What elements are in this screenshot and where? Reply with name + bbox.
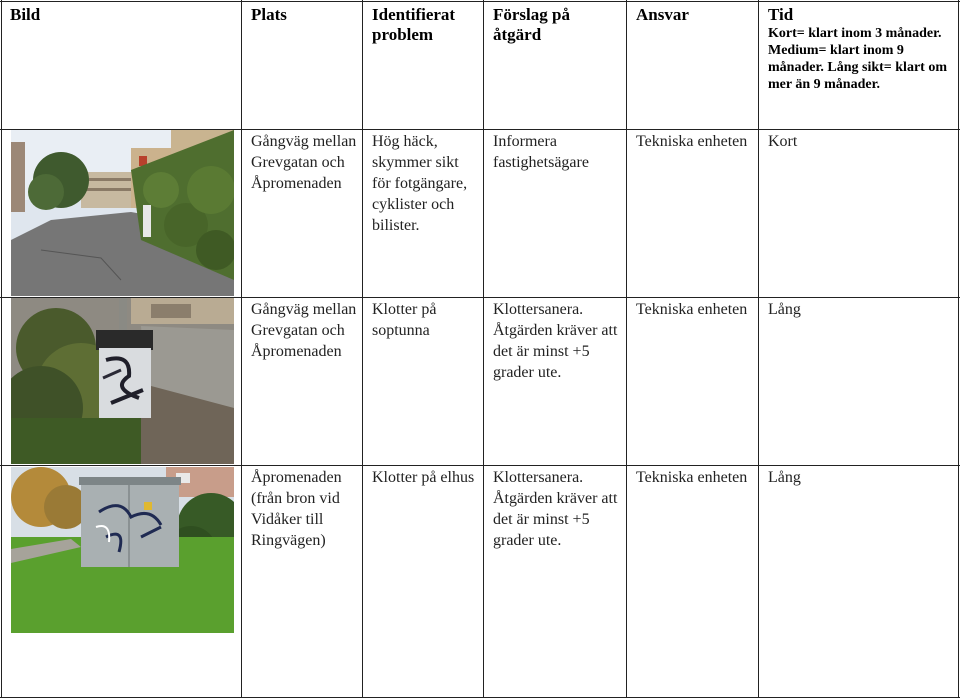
photo-graffiti-elhus — [11, 467, 234, 633]
photo-hedge-path — [11, 130, 234, 296]
header-tid: Tid — [768, 5, 794, 24]
row3-ansvar: Tekniska enheten — [636, 469, 748, 486]
row3-plats: Åpromenaden (från bron vid Vidåker till Ringvägen) — [251, 469, 342, 549]
header-tid-note: Kort= klart inom 3 månader. Medium= klart inom 9 månader. Lång sikt= klart om mer än 9 månader. — [768, 26, 947, 92]
row1-ansvar: Tekniska enheten — [636, 133, 748, 150]
header-forslag: Förslag på åtgärd — [493, 5, 570, 44]
row2-problem: Klotter på soptunna — [372, 301, 437, 339]
row1-problem: Hög häck, skymmer sikt för fotgängare, cyklister och bilister. — [372, 133, 468, 234]
row2-forslag: Klottersanera. Åtgärden kräver att det är minst +5 grader ute. — [493, 301, 618, 381]
row3-problem: Klotter på elhus — [372, 469, 475, 486]
row2-tid: Lång — [768, 301, 801, 318]
row2-plats: Gångväg mellan Grevgatan och Åpromenaden — [251, 301, 357, 360]
row3-forslag: Klottersanera. Åtgärden kräver att det är minst +5 grader ute. — [493, 469, 618, 549]
header-bild: Bild — [10, 5, 41, 24]
row1-tid: Kort — [768, 133, 798, 150]
row2-ansvar: Tekniska enheten — [636, 301, 748, 318]
row3-tid: Lång — [768, 469, 801, 486]
row1-plats: Gångväg mellan Grevgatan och Åpromenaden — [251, 133, 357, 192]
photo-graffiti-bin — [11, 298, 234, 464]
row1-forslag: Informera fastighetsägare — [493, 133, 589, 171]
header-plats: Plats — [251, 5, 287, 24]
header-ansvar: Ansvar — [636, 5, 689, 24]
header-problem: Identifierat problem — [372, 5, 456, 44]
